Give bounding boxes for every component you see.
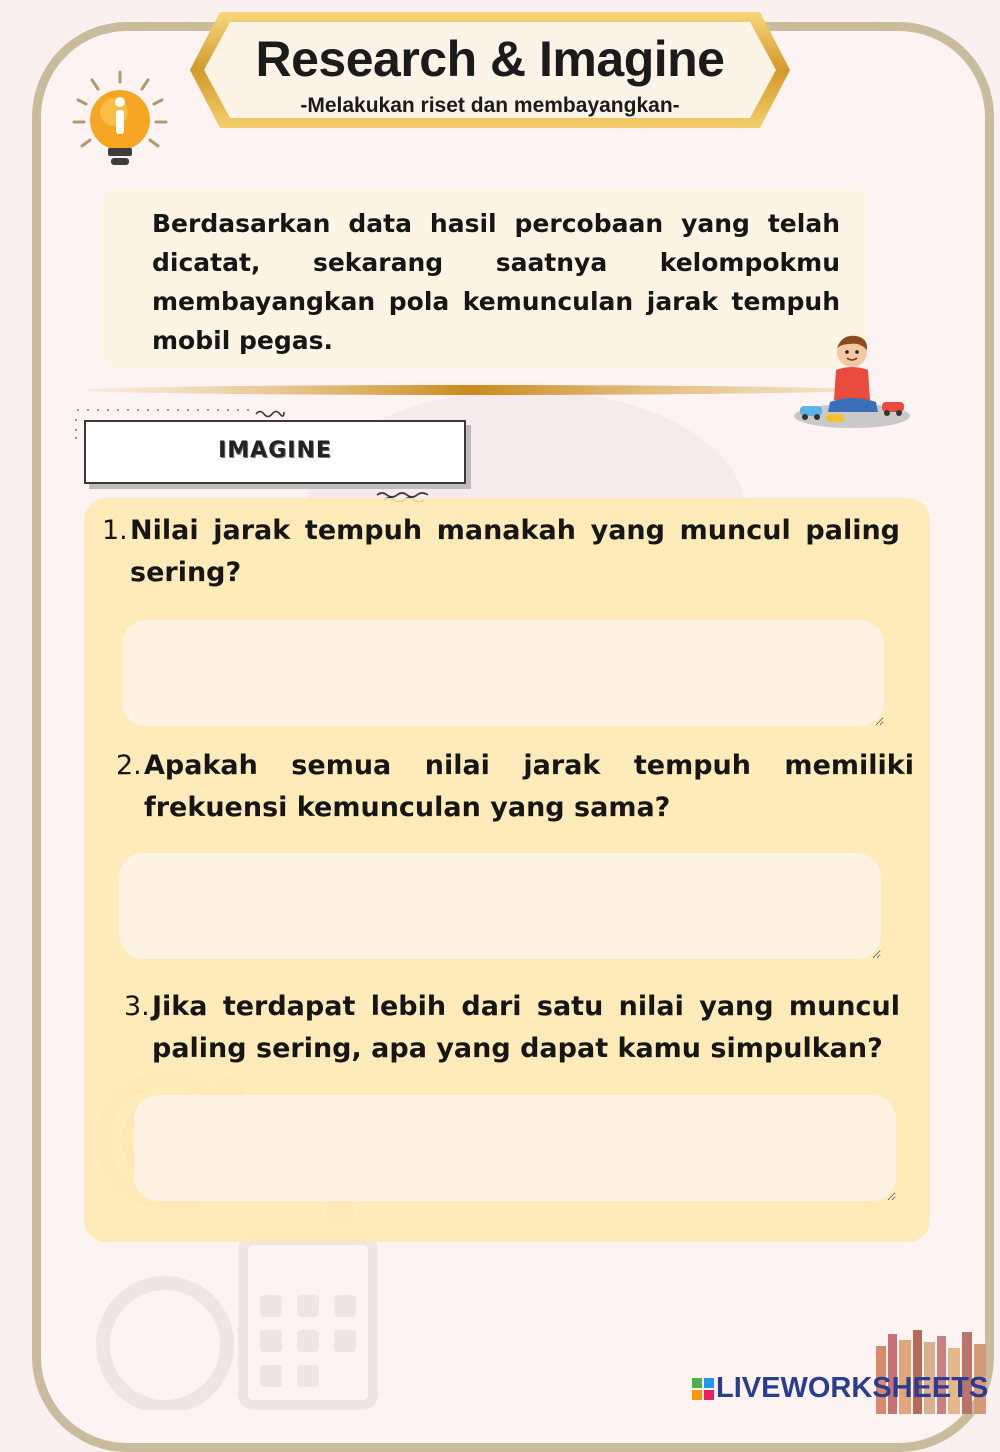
question-1	[100, 510, 900, 600]
boy-playing-cars-illustration	[790, 330, 920, 430]
brand-text: LIVEWORKSHEETS	[716, 1372, 989, 1404]
question-2	[114, 745, 914, 835]
page-subtitle: -Melakukan riset dan membayangkan-	[300, 94, 680, 117]
squiggle-decoration	[255, 408, 285, 418]
title-banner	[190, 8, 790, 132]
liveworksheets-logo-icon	[692, 1378, 714, 1400]
question-text: Nilai jarak tempuh manakah yang muncul paling sering?	[130, 515, 900, 588]
question-text: Jika terdapat lebih dari satu nilai yang muncul paling sering, apa yang dapat kamu simpulkan?	[152, 991, 900, 1064]
answer-input-1[interactable]	[122, 620, 884, 726]
intro-text: Berdasarkan data hasil percobaan yang telah dicatat, sekarang saatnya kelompokmu membayangkan pola kemunculan jarak tempuh mobil pegas.	[152, 209, 840, 355]
lightbulb-info-icon	[70, 70, 170, 170]
liveworksheets-brand	[692, 1372, 992, 1408]
question-number: 3.	[124, 991, 150, 1022]
section-label-text: IMAGINE	[218, 438, 332, 463]
question-number: 1.	[102, 515, 128, 546]
page-title: Research & Imagine	[255, 31, 725, 87]
intro-box	[100, 188, 868, 368]
question-text: Apakah semua nilai jarak tempuh memiliki frekuensi kemunculan yang sama?	[144, 750, 914, 823]
question-number: 2.	[116, 750, 142, 781]
gold-divider	[84, 382, 854, 398]
answer-input-3[interactable]	[134, 1095, 896, 1201]
answer-input-2[interactable]	[119, 853, 881, 959]
question-3	[122, 986, 902, 1076]
section-label	[84, 420, 466, 484]
